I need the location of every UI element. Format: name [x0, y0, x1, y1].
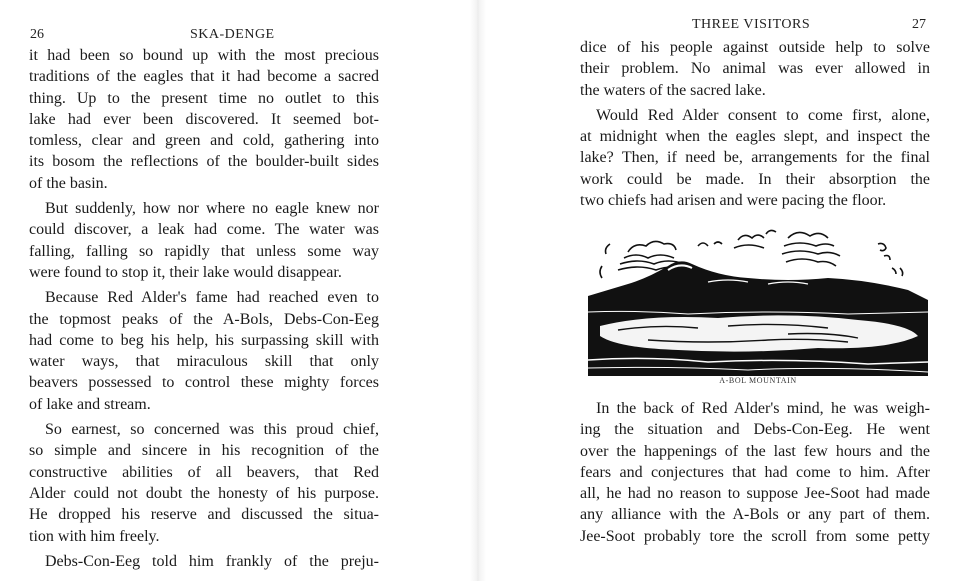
text-line: water ways, that miraculous skill that only [29, 353, 379, 371]
right-running-head: THREE VISITORS [692, 17, 811, 32]
text-line: Debs-Con-Eeg told him frankly of the preju- [45, 552, 379, 570]
text-line: the topmost peaks of the A-Bols, Debs-Con-Eeg [29, 310, 379, 328]
text-line: So earnest, so concerned was this proud chief, [45, 421, 379, 439]
text-line: lake? Then, if need be, arrangements for the final [580, 149, 930, 167]
text-line: the waters of the sacred lake. [580, 81, 766, 99]
text-line: their problem. No animal was ever allowed in [580, 60, 930, 78]
text-line: He dropped his reserve and discussed the situa- [29, 506, 379, 524]
text-line: it had been so bound up with the most precious [29, 47, 379, 64]
text-line: ing the situation and Debs-Con-Eeg. He went [580, 421, 930, 439]
left-page-number: 26 [30, 27, 44, 42]
text-line: falling, falling so rapidly that unless some way [29, 242, 379, 260]
text-line: beavers possessed to control these mighty forces [29, 374, 379, 392]
right-page-text-bottom [580, 398, 930, 547]
paragraph [29, 551, 379, 572]
right-page-text-top [580, 37, 930, 211]
text-line: But suddenly, how nor where no eagle knew nor [45, 200, 379, 218]
text-line: Because Red Alder's fame had reached even to [45, 289, 379, 307]
paragraph [580, 398, 930, 547]
text-line: were found to stop it, their lake would disappear. [29, 263, 342, 281]
text-line: constructive abilities of all beavers, that Red [29, 463, 379, 481]
text-line: Alder could not doubt the honesty of his purpose. [29, 484, 379, 502]
cloud-swirls [600, 230, 903, 278]
illustration-caption: A-BOL MOUNTAIN [719, 376, 797, 385]
text-line: thing. Up to the present time no outlet to this [29, 89, 379, 107]
paragraph [29, 45, 379, 194]
text-line: its bosom the reflections of the boulder-built sides [29, 153, 379, 171]
mountain-lake-drawing [588, 226, 928, 376]
paragraph [29, 198, 379, 283]
text-line: work could be made. In their absorption the [580, 170, 930, 188]
text-line: tion with him freely. [29, 527, 160, 545]
left-running-head: SKA-DENGE [190, 27, 275, 42]
text-line: Would Red Alder consent to come first, alone, [596, 106, 930, 124]
text-line: two chiefs had arisen and were pacing the floor. [580, 192, 887, 210]
right-page-number: 27 [912, 17, 926, 32]
text-line: all, he had no reason to suppose Jee-Soot had made [580, 485, 930, 503]
text-line: fears and conjectures that had come to him. After [580, 463, 930, 481]
mountain-ridge [588, 261, 928, 306]
text-line: tomless, clear and green and cold, gathering into [29, 132, 379, 150]
text-line: any alliance with the A-Bols or any part of them. [580, 506, 930, 524]
text-line: Jee-Soot probably tore the scroll from some petty [580, 527, 930, 545]
left-page-text [29, 45, 379, 572]
text-line: dice of his people against outside help to solve [580, 39, 930, 56]
mountain-illustration [588, 226, 928, 376]
paragraph [29, 287, 379, 415]
text-line: had come to beg his help, his surpassing skill with [29, 331, 379, 349]
text-line: traditions of the eagles that it had become a sacred [29, 68, 379, 86]
text-line: at midnight when the eagles slept, and inspect the [580, 128, 930, 146]
text-line: In the back of Red Alder's mind, he was weigh- [596, 400, 930, 417]
paragraph [580, 37, 930, 101]
text-line: of lake and stream. [29, 395, 151, 413]
text-line: over the happenings of the last few hours and the [580, 442, 930, 460]
text-line: of the basin. [29, 174, 108, 192]
paragraph [580, 105, 930, 211]
text-line: so simple and sincere in his recognition of the [29, 442, 379, 460]
paragraph [29, 419, 379, 547]
text-line: could discover, a leak had come. The water was [29, 221, 379, 239]
text-line: lake had ever been discovered. It seemed bot- [29, 110, 379, 128]
